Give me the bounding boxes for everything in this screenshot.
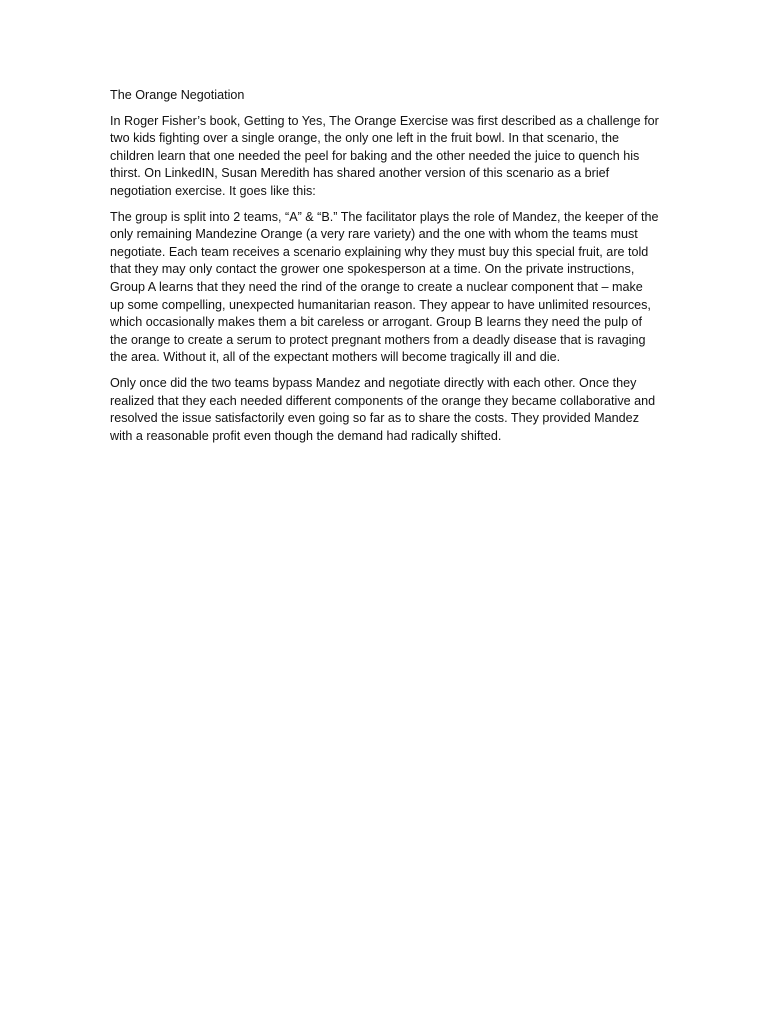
- document-title: The Orange Negotiation: [110, 88, 245, 102]
- document-body: [110, 87, 660, 453]
- paragraph-intro: In Roger Fisher’s book, Getting to Yes, The Orange Exercise was first described as a challenge for two kids fighting over a single orange, the only one left in the fruit bowl. In that scenario, the children learn that one needed the peel for baking and the other needed the juice to quench his thirst. On LinkedIN, Susan Meredith has shared another version of this scenario as a brief negotiation exercise. It goes like this:: [110, 113, 659, 198]
- paragraph-outcome: Only once did the two teams bypass Mandez and negotiate directly with each other. Once they realized that they each needed different components of the orange they became collaborative and resolved the issue satisfactorily even going so far as to share the costs. They provided Mandez with a reasonable profit even though the demand had radically shifted.: [110, 375, 656, 443]
- paragraph-scenario: The group is split into 2 teams, “A” & “B.” The facilitator plays the role of Mandez, the keeper of the only remaining Mandezine Orange (a very rare variety) and the one with whom the teams must negotiate. Each team receives a scenario explaining why they must buy this special fruit, are told that they may only contact the grower one spokesperson at a time. On the private instructions, Group A learns that they need the rind of the orange to create a nuclear component that – make up some compelling, unexpected humanitarian reason. They appear to have unlimited resources, which occasionally makes them a bit careless or arrogant. Group B learns they need the pulp of the orange to create a serum to protect pregnant mothers from a deadly disease that is ravaging the area. Without it, all of the expectant mothers will become tragically ill and die.: [110, 209, 659, 365]
